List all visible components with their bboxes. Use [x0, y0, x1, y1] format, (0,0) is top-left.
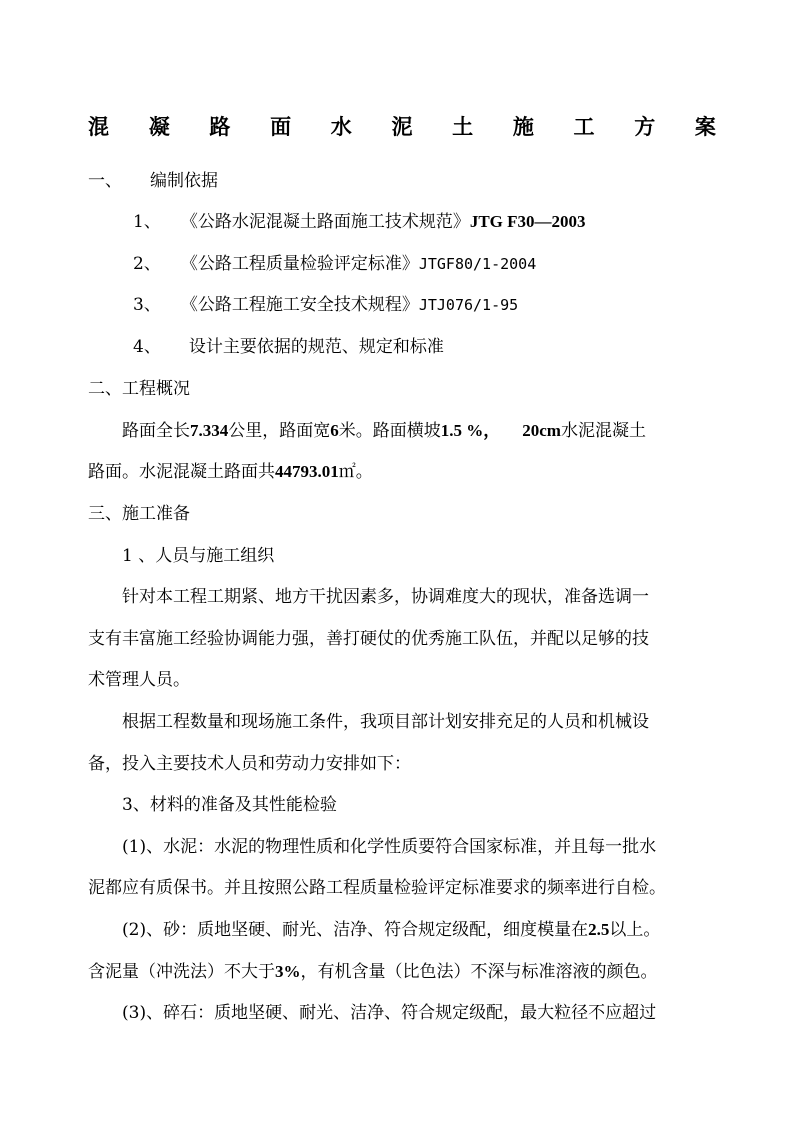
section-3-heading: 三、施工准备	[88, 504, 190, 524]
title-char: 案	[694, 115, 716, 139]
reference-title: 《公路水泥混凝土路面施工技术规范》	[180, 212, 470, 232]
item-number: (1)	[122, 837, 147, 857]
text-run: 含泥量（冲洗法）不大于	[88, 962, 275, 982]
section-2-heading: 二、工程概况	[88, 379, 190, 399]
sand-line-2	[88, 961, 658, 983]
text-run: 路面。水泥混凝土路面共	[88, 462, 275, 482]
cross-slope: 1.5 %，	[440, 421, 501, 440]
section-1-number: 一、	[88, 171, 122, 191]
reference-code: JTJ076/1-95	[418, 296, 519, 314]
text-run: 以上。	[609, 920, 661, 940]
page-title	[88, 111, 716, 141]
reference-code: JTGF80/1-2004	[418, 255, 537, 273]
item-number: (2)	[122, 920, 147, 940]
reference-item	[133, 211, 586, 233]
cement-line-1	[122, 836, 656, 858]
paragraph-line: 术管理人员。	[88, 670, 190, 690]
slab-thickness: 20cm	[522, 421, 561, 440]
item-number: (3)	[122, 1003, 147, 1023]
cement-line-2: 泥都应有质保书。并且按照公路工程质量检验评定标准要求的频率进行自检。	[88, 878, 666, 898]
reference-title: 设计主要依据的规范、规定和标准	[188, 337, 444, 357]
pavement-area: 44793.01	[275, 462, 339, 481]
fineness-modulus: 2.5	[588, 920, 610, 939]
section-1-label: 编制依据	[150, 171, 218, 191]
reference-number: 4、	[133, 337, 161, 357]
text-run: 、水泥：水泥的物理性质和化学性质要符合国家标准，并且每一批水	[146, 837, 657, 857]
paragraph-line: 针对本工程工期紧、地方干扰因素多，协调难度大的现状，准备选调一	[122, 587, 649, 607]
title-char: 泥	[391, 115, 413, 139]
reference-code: JTG F30—2003	[469, 212, 586, 231]
title-char: 路	[209, 115, 231, 139]
text-run: ，有机含量（比色法）不深与标准溶液的颜色。	[300, 962, 658, 982]
reference-number: 1、	[133, 212, 161, 232]
reference-item	[133, 253, 536, 275]
road-length: 7.334	[190, 421, 229, 440]
text-run: 公里，路面宽	[228, 421, 331, 441]
subsection-3-heading: 3、材料的准备及其性能检验	[122, 795, 337, 815]
paragraph-line: 支有丰富施工经验协调能力强，善打硬仗的优秀施工队伍，并配以足够的技	[88, 629, 649, 649]
reference-title: 《公路工程施工安全技术规程》	[180, 295, 419, 315]
text-run: 、碎石：质地坚硬、耐光、洁净、符合规定级配，最大粒径不应超过	[146, 1003, 657, 1023]
mud-content-limit: 3%	[275, 962, 301, 981]
title-char: 工	[573, 115, 595, 139]
paragraph-line: 根据工程数量和现场施工条件，我项目部计划安排充足的人员和机械设	[122, 712, 649, 732]
paragraph-line: 备，投入主要技术人员和劳动力安排如下：	[88, 754, 411, 774]
title-char: 混	[88, 115, 109, 139]
reference-title: 《公路工程质量检验评定标准》	[180, 254, 419, 274]
reference-number: 3、	[133, 295, 161, 315]
subsection-1-heading: 1 、人员与施工组织	[122, 546, 275, 566]
title-char: 土	[452, 115, 474, 139]
area-unit: ㎡。	[338, 462, 373, 482]
title-char: 方	[634, 115, 656, 139]
text-run: 水泥混凝土	[560, 421, 646, 441]
text-run: 米。路面横坡	[338, 421, 441, 441]
road-width: 6	[330, 421, 339, 440]
overview-line-2	[88, 461, 373, 483]
title-char: 水	[330, 115, 352, 139]
reference-item	[133, 294, 518, 316]
overview-line-1	[122, 420, 646, 442]
stone-line-1	[122, 1002, 656, 1024]
title-char: 凝	[148, 115, 170, 139]
text-run: 、砂：质地坚硬、耐光、洁净、符合规定级配，细度模量在	[146, 920, 589, 940]
reference-item	[133, 336, 444, 358]
reference-number: 2、	[133, 254, 161, 274]
sand-line-1	[122, 919, 660, 941]
section-1-heading	[88, 170, 218, 192]
text-run: 路面全长	[122, 421, 190, 441]
title-char: 面	[270, 115, 292, 139]
title-char: 施	[512, 115, 534, 139]
